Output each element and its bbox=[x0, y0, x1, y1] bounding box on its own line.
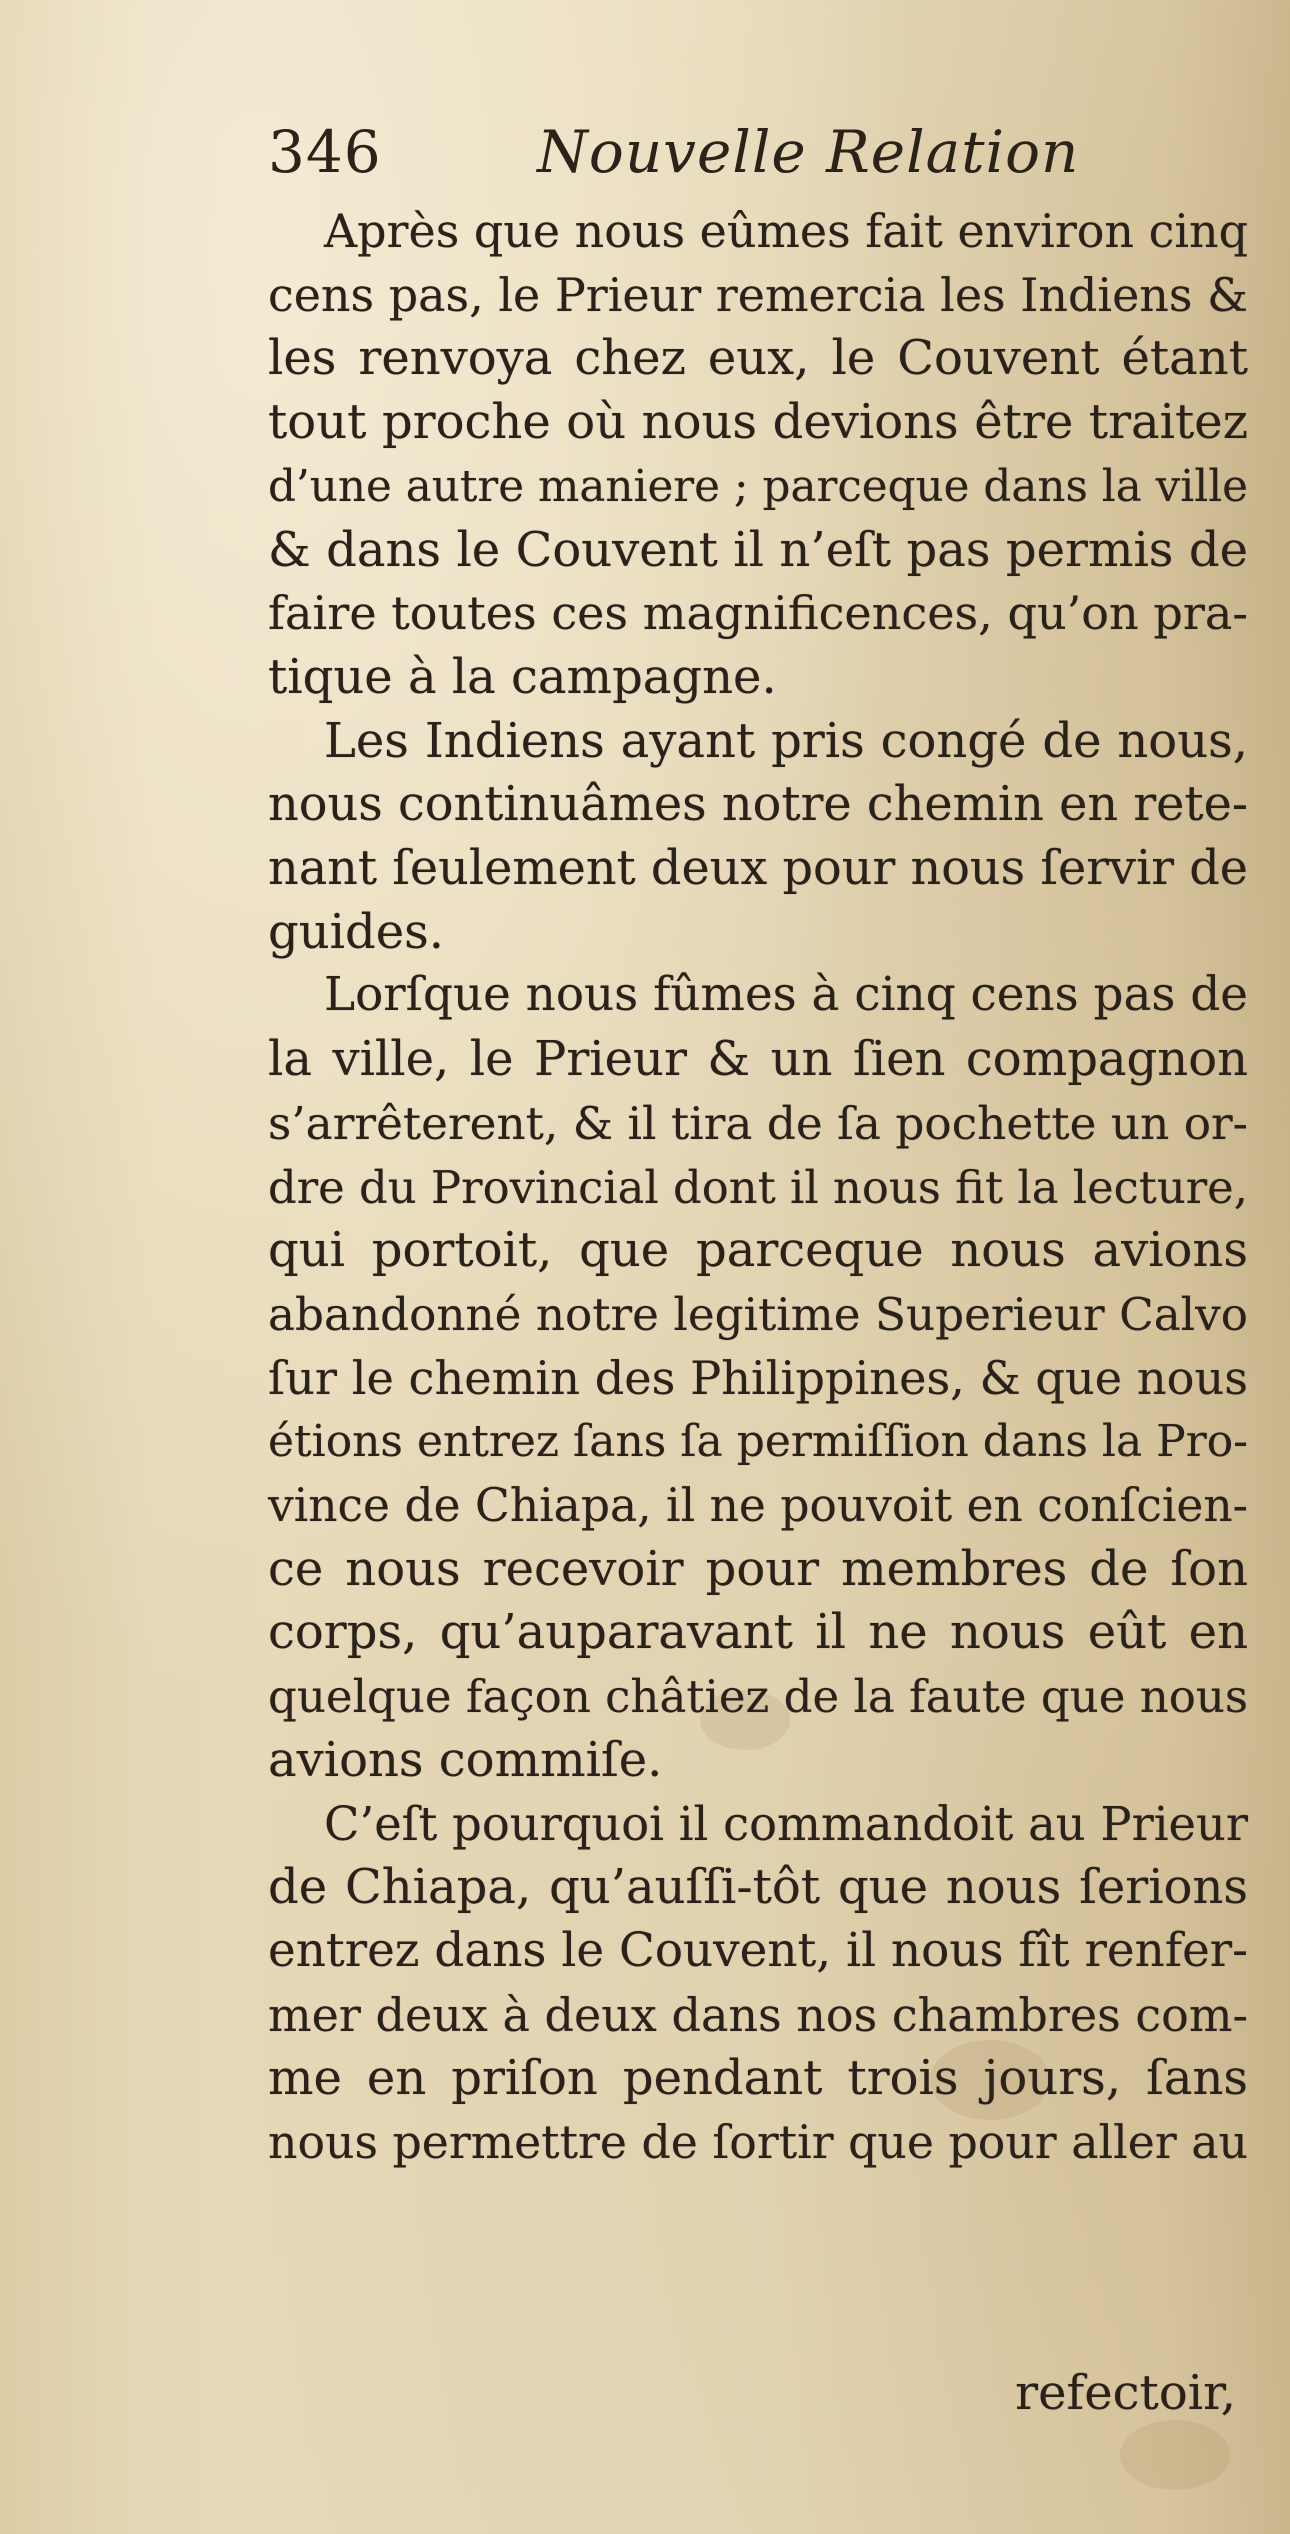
text-line: ſur le chemin des Philippines, & que nous bbox=[268, 1350, 1248, 1405]
text-line: mer deux à deux dans nos chambres com- bbox=[268, 1987, 1248, 2042]
text-line: C’eſt pourquoi il commandoit au Prieur bbox=[324, 1796, 1248, 1851]
text-line: la ville, le Prieur & un ſien compagnon bbox=[268, 1031, 1248, 1088]
text-line: quelque façon châtiez de la faute que nous bbox=[268, 1670, 1249, 1724]
text-line: guides. bbox=[268, 903, 445, 960]
text-line: corps, qu’auparavant il ne nous eût en bbox=[268, 1604, 1248, 1661]
text-line: tout proche où nous devions être traitez bbox=[268, 394, 1248, 451]
text-line: de Chiapa, qu’auſſi-tôt que nous ſerions bbox=[268, 1859, 1248, 1916]
text-line: entrez dans le Couvent, il nous fît renfer- bbox=[268, 1923, 1248, 1978]
text-line: vince de Chiapa, il ne pouvoit en conſcien- bbox=[268, 1479, 1248, 1533]
text-line: tique à la campagne. bbox=[268, 648, 777, 705]
text-line: qui portoit, que parceque nous avions bbox=[268, 1222, 1248, 1279]
text-line: étions entrez ſans ſa permiſſion dans la Pro- bbox=[268, 1416, 1248, 1468]
catchword: refectoir, bbox=[1015, 2365, 1236, 2421]
body-text bbox=[268, 200, 1248, 2175]
text-line: ce nous recevoir pour membres de ſon bbox=[268, 1540, 1248, 1597]
text-line: Les Indiens ayant pris congé de nous, bbox=[324, 712, 1248, 769]
running-title: Nouvelle Relation bbox=[537, 118, 1080, 186]
text-line: Après que nous eûmes fait environ cinq bbox=[324, 204, 1248, 258]
text-line: s’arrêterent, & il tira de ſa pochette un or- bbox=[268, 1096, 1248, 1150]
text-line: avions commiſe. bbox=[268, 1731, 663, 1788]
text-line: Lorſque nous fûmes à cinq cens pas de bbox=[324, 968, 1248, 1023]
text-line: dre du Provincial dont il nous fit la lecture, bbox=[268, 1160, 1248, 1214]
text-line: faire toutes ces magnificences, qu’on pra- bbox=[268, 586, 1248, 641]
text-line: d’une autre maniere ; parceque dans la ville bbox=[268, 460, 1248, 512]
text-line: nous permettre de ſortir que pour aller au bbox=[268, 2116, 1248, 2170]
text-line: nous continuâmes notre chemin en rete- bbox=[268, 777, 1248, 833]
text-line: & dans le Couvent il n’eſt pas permis de bbox=[268, 521, 1248, 578]
text-line: abandonné notre legitime Superieur Calvo bbox=[268, 1287, 1248, 1341]
page-number: 346 bbox=[268, 118, 382, 186]
paper-stain bbox=[1120, 2420, 1230, 2490]
text-line: me en priſon pendant trois jours, ſans bbox=[268, 2050, 1248, 2107]
text-line: nant ſeulement deux pour nous ſervir de bbox=[268, 841, 1248, 897]
text-line: les renvoya chez eux, le Couvent étant bbox=[268, 330, 1248, 387]
running-head bbox=[268, 118, 1079, 186]
text-line: cens pas, le Prieur remercia les Indiens & bbox=[268, 267, 1248, 322]
